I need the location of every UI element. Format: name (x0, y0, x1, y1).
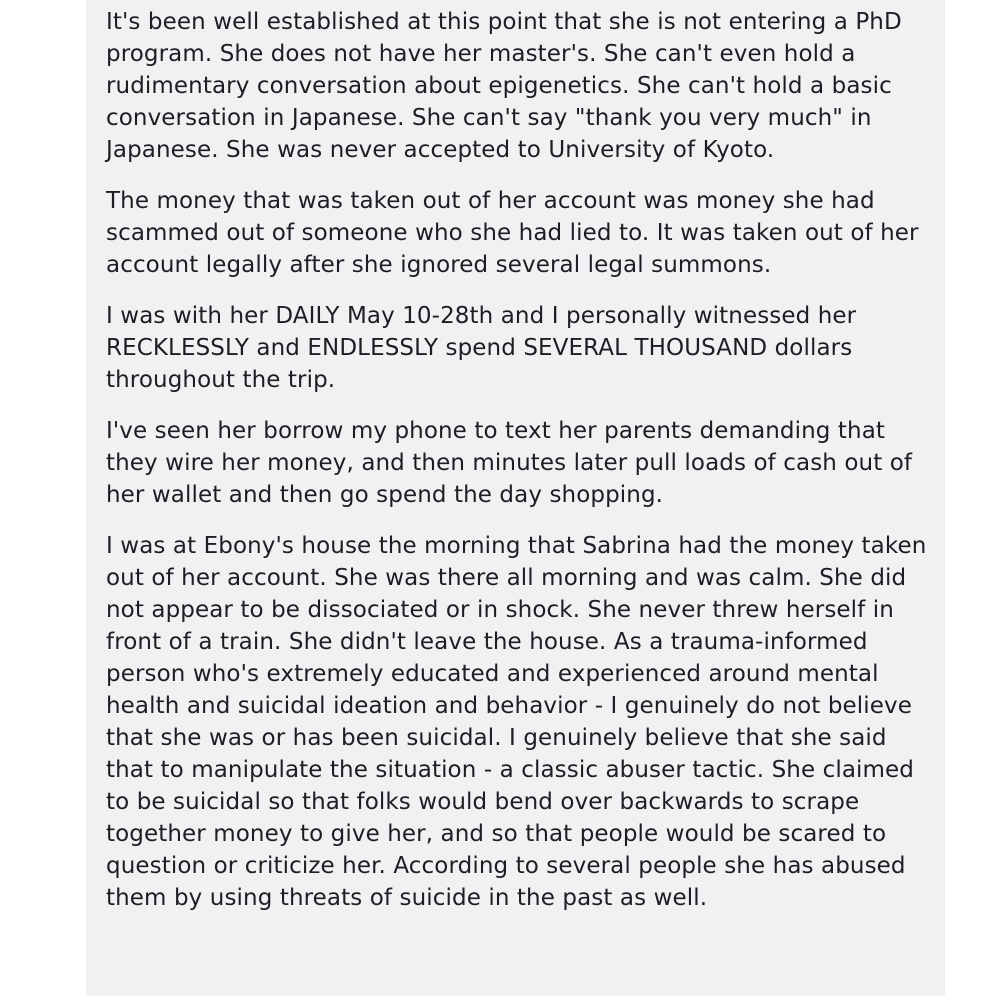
comment-paragraph-5: I was at Ebony's house the morning that Sabrina had the money taken out of her account. She was there all morning and was calm. She did not appear to be dissociated or in shock. She never threw herself in front of a train. She didn't leave the house. As a trauma-informed person who's extremely educated and experienced around mental health and suicidal ideation and behavior - I genuinely do not believe that she was or has been suicidal. I genuinely believe that she said that to manipulate the situation - a classic abuser tactic. She claimed to be suicidal so that folks would bend over backwards to scrape together money to give her, and so that people would be scared to question or criticize her. According to several people she has abused them by using threats of suicide in the past as well. (106, 533, 927, 911)
comment-paragraph-1: It's been well established at this point that she is not entering a PhD program. She does not have her master's. She can't even hold a rudimentary conversation about epigenetics. She can't hold a basic conversation in Japanese. She can't say "thank you very much" in Japanese. She was never accepted to University of Kyoto. (106, 9, 902, 163)
comment-paragraph-2: The money that was taken out of her account was money she had scammed out of someone who she had lied to. It was taken out of her account legally after she ignored several legal summons. (106, 188, 919, 278)
comment-paragraph-4: I've seen her borrow my phone to text her parents demanding that they wire her money, and then minutes later pull loads of cash out of her wallet and then go spend the day shopping. (106, 418, 913, 508)
comment-paragraph-3: I was with her DAILY May 10-28th and I personally witnessed her RECKLESSLY and ENDLESSLY spend SEVERAL THOUSAND dollars throughout the trip. (106, 303, 857, 393)
comment-bubble (86, 0, 945, 996)
